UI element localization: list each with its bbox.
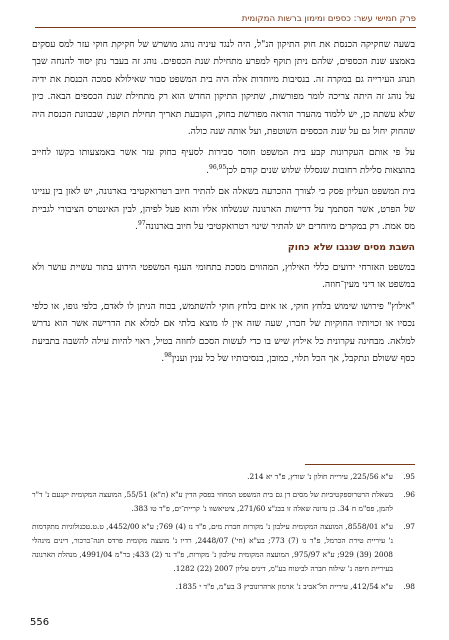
- paragraph-3: בית המשפט העליון פסק כי לצורך ההכרעה בשאלה אם להתיר חיוב רטרואקטיבי בארנונה, יש לאזן בין עניינו של הפרט, אשר הסתמך על דרישות הארנונה שנשלחו אליו והוא פעל לפיהן, לבין האינטרס הציבורי לגביית מס אמת. רק במקרים מיוחדים יש להתיר שינוי רטרואקטיבי על חיוב בארנונה$^{97}$.: [32, 186, 415, 233]
- running-head: פרק חמישי עשר: כספים ומימון ברשות המקומית: [35, 14, 416, 28]
- footnote-item: [32, 520, 415, 576]
- section-heading: השבת מסים שנגבו שלא כחוק: [287, 242, 415, 254]
- footnote-number: .95: [403, 472, 415, 481]
- footnotes: [32, 470, 415, 598]
- paragraph-1-text: בשעה שחקיקה הכנסת את חוק התיקון הנ"ל, היה לנגד עיניה נוהג מושרש של חקיקת חוקי עזר למס עסקים באמצע שנת הכספים, שלהם ניתן תוקף למפרע מתחילת שנת הכספים. נוהג זה בעבר נתן יסוד להנחה שבך תנהג העירייה גם במקרה זה. בנסיבות מיוחדות אלה היה בית המשפט סבור שאילולא סמכה הכנסת את ידיה על נוהג זה היתה צריכה לומר מפורשות, שתיקון התיקון החדש הוא רק מתחילת שנת הכספים הבאה. כיון שלא עשתה כן, יש ללמוד מהעדר הוראה מפורשת בחוק, הקובעת תאריך תחילת תוקפו, שבכוונת הכנסת היה שהחוק יחול גם על שנת הכספים השוטפת, ועל אותה שנה כולה.: [32, 39, 415, 138]
- footnote-number: .98: [403, 582, 415, 591]
- paragraph-1: [32, 36, 415, 140]
- footnote-item: [32, 470, 415, 484]
- paragraph-3-text: בית המשפט העליון פסק כי לצורך ההכרעה בשאלה אם להתיר חיוב רטרואקטיבי בארנונה, יש לאזן בין עניינו של הפרט, אשר הסתמך על דרישות הארנונה שנשלחו אליו והוא פעל לפיהן, לבין האינטרס הציבורי לגביית מס אמת. רק במקרים מיוחדים יש להתיר שינוי רטרואקטיבי על חיוב בארנונה: [32, 186, 415, 233]
- footnote-ref-97[interactable]: 97: [137, 220, 146, 227]
- paragraph-2-text: על פי אותם העקרונות קבע בית המשפט חוסר סבירות לסעיף בחוק עזר אשר באמצעותו בקשו לחייב בהוצאות סלילת רחובות שנסללו שלוש שנים קודם לכן: [32, 147, 415, 176]
- footnote-text: בשאלת הרטרוספקטיביות של מסים דן גם בית המשפט המחוזי בפסק הדין ע"א (ת"א) 55/51, המועצה המקומית יקנעם נ' ד"ר להמן, פס"מ ח 34. כן נדונה שאלה זו בבג"צ 271/60, ציטיאשוו נ' קריית־ים, פ"ד טו 383.: [32, 490, 394, 513]
- paragraph-5: "אילוץ" פירושו שימוש בלחץ חוקי, או איום בלחץ חוקי להשתמש, בכוח הניתן לו לאדם, כלפי גופו, או כלפי נכסיו או זכויותיו החוקיות של חברו, שעה שזה אין לו מוצא בלתי אם למלא את הדרישה אשר הוא נדרש למלאה. מבחינה עקרונית כל אילוץ שיש בו כדי לעשות הסכם לחוזה בטיל, ראוי להיות עילה להשבה בתביעת כסף ששולם ונתקבל, אך הכל תלוי, כמובן, בנסיבותיו של כל ענין וענין$^{98}$.: [32, 300, 415, 364]
- footnote-ref-98[interactable]: 98: [164, 351, 172, 359]
- paragraph-5-text: "אילוץ" פירושו שימוש בלחץ חוקי, או איום בלחץ חוקי להשתמש, בכוח הניתן לו לאדם, כלפי גופו, או כלפי נכסיו או זכויותיו החוקיות של חברו, שעה שזה אין לו מוצא בלתי אם למלא את הדרישה אשר הוא נדרש למלאה. מבחינה עקרונית כל אילוץ שיש בו כדי לעשות הסכם לחוזה בטיל, ראוי להיות עילה להשבה בתביעת כסף ששולם ונתקבל, אך הכל תלוי, כמובן, בנסיבותיו של כל ענין וענין: [32, 300, 415, 364]
- footnote-number: .97: [403, 522, 415, 531]
- footnote-ref-95-96[interactable]: 96,95: [209, 163, 227, 171]
- page-number: 556: [30, 617, 50, 628]
- footnote-item: [32, 580, 415, 594]
- paragraph-4-text: במשפט האזרחי ידועים כללי האילוץ, המהווים מסכת בתחומי הענף המשפטי הידוע בתור עשיית עושר ולא במשפט או דיני מעין־חוזה.: [32, 261, 415, 291]
- footnote-divider: [305, 464, 415, 465]
- footnote-text: ע"א 8558/01, המועצה המקומית עילבון נ' מקורות חברת מים, פ"ד נז (4) 769; ע"א 4452/00, ט.ט.טכנולוגיות מתקדמות נ' עיריית טירת הכרמל, פ"ד נו (7) 773; בע"א (חי') 2448/07, רדיו נ' מועצה מקומית פרדס חנה־כרכור, דינים מינהלי 2008 (39) 929; ע"א 975/97, המועצה המקומית עילבון נ' מקורות, פ"ד נד (2) 433; בר"מ 4991/04, מנהלת הארנונה בעיריית חיפה נ' שילוח חברה לביטוח בע"מ, דינים עליון 2007 (22) 1282.: [32, 522, 394, 573]
- footnote-item: [32, 488, 415, 516]
- paragraph-4: [32, 259, 415, 294]
- footnote-number: .96: [403, 490, 415, 499]
- paragraph-2: על פי אותם העקרונות קבע בית המשפט חוסר סבירות לסעיף בחוק עזר אשר באמצעותו בקשו לחייב בהוצאות סלילת רחובות שנסללו שלוש שנים קודם לכן$^{96,95}$.: [32, 147, 415, 176]
- main-text: [32, 36, 415, 371]
- footnote-text: ע"א 412/54, עיריית תל־אביב נ' ארמון ארהרונוביץ 3 בע"מ, פ"ד י 1835.: [175, 582, 393, 591]
- footnote-text: ע"א 225/56, עיריית חולון נ' שורץ, פ"ד יא 214.: [247, 472, 393, 481]
